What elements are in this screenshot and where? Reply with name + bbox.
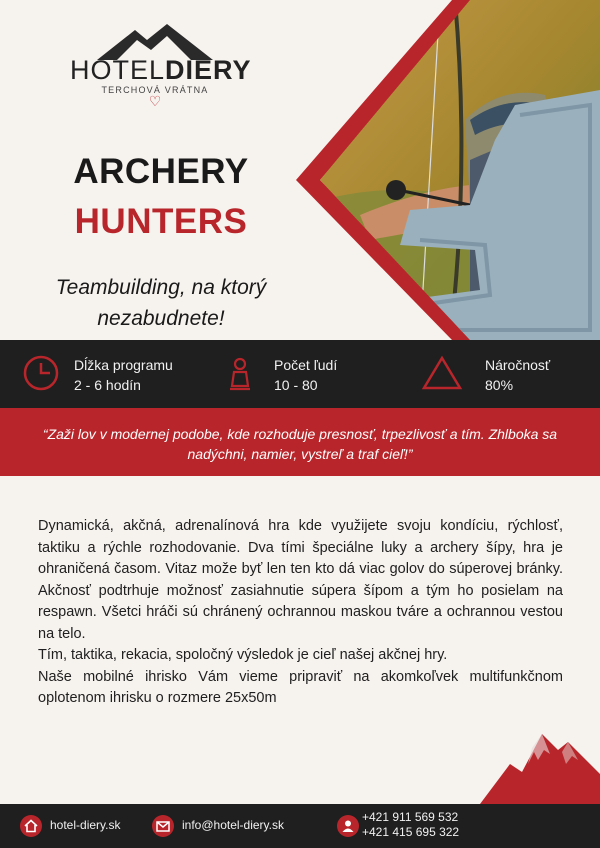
quote-band [0,408,600,476]
website-link[interactable]: hotel-diery.sk [50,818,121,832]
phone-numbers [362,810,459,840]
people-value: 10 - 80 [274,377,318,393]
mountain-decoration-icon [480,724,600,804]
quote-text: “Zaži lov v modernej podobe, kde rozhoduje presnosť, trpezlivosť a tím. Zhlboka sa nadýchni, namier, vystreľ a traf cieľ!” [42,426,558,462]
phone-number-2[interactable]: +421 415 695 322 [362,825,460,839]
person-icon [228,354,252,392]
logo-subtitle: TERCHOVÁ VRÁTNA [101,85,209,95]
hotel-diery-logo [70,22,252,126]
description-paragraph: Naše mobilné ihrisko Vám vieme pripraviť na akomkoľvek multifunkčnom oplotenom ihrisku o rozmere 25x50m [38,668,563,706]
description-paragraph: Dynamická, akčná, adrenalínová hra kde využijete svoju kondíciu, rýchlosť, taktiku a rýchle rozhodovanie. Dva tími špeciálne luky a archery šípy, hra je ohraničená časom. Vitaz može byť len ten kto dá viac golov do súperovej bránky. Akčnosť podtrhuje možnosť zasiahnutie súpera šípom a tým ho posielam na respawn. Všetci hráči sú chránený ochrannou maskou tváre a ochrannou vestou na telo. [38,518,563,642]
duration-value: 2 - 6 hodín [74,377,141,393]
duration-label: Dĺžka programu [74,357,173,373]
triangle-icon [420,354,464,392]
phone-number-1[interactable]: +421 911 569 532 [362,810,459,824]
description-paragraph: Tím, taktika, rekacia, spoločný výsledok je cieľ našej akčnej hry. [38,647,448,663]
phone-person-icon [337,815,359,837]
home-icon [20,815,42,837]
info-bar [0,340,600,408]
people-label: Počet ľudí [274,357,338,373]
clock-icon [22,354,60,392]
title-archery: ARCHERY [73,152,249,191]
mail-icon [152,815,174,837]
logo-wordmark: HOTELDIERY [70,55,252,85]
description [38,516,563,710]
heart-icon: ♡ [148,93,162,109]
difficulty-label: Náročnosť [485,357,551,373]
footer [0,804,600,848]
hero-section [0,0,600,340]
title-hunters: HUNTERS [74,202,248,241]
difficulty-value: 80% [485,377,514,393]
tagline: Teambuilding, na ktorý nezabudnete! [55,276,267,330]
email-link[interactable]: info@hotel-diery.sk [182,818,284,832]
